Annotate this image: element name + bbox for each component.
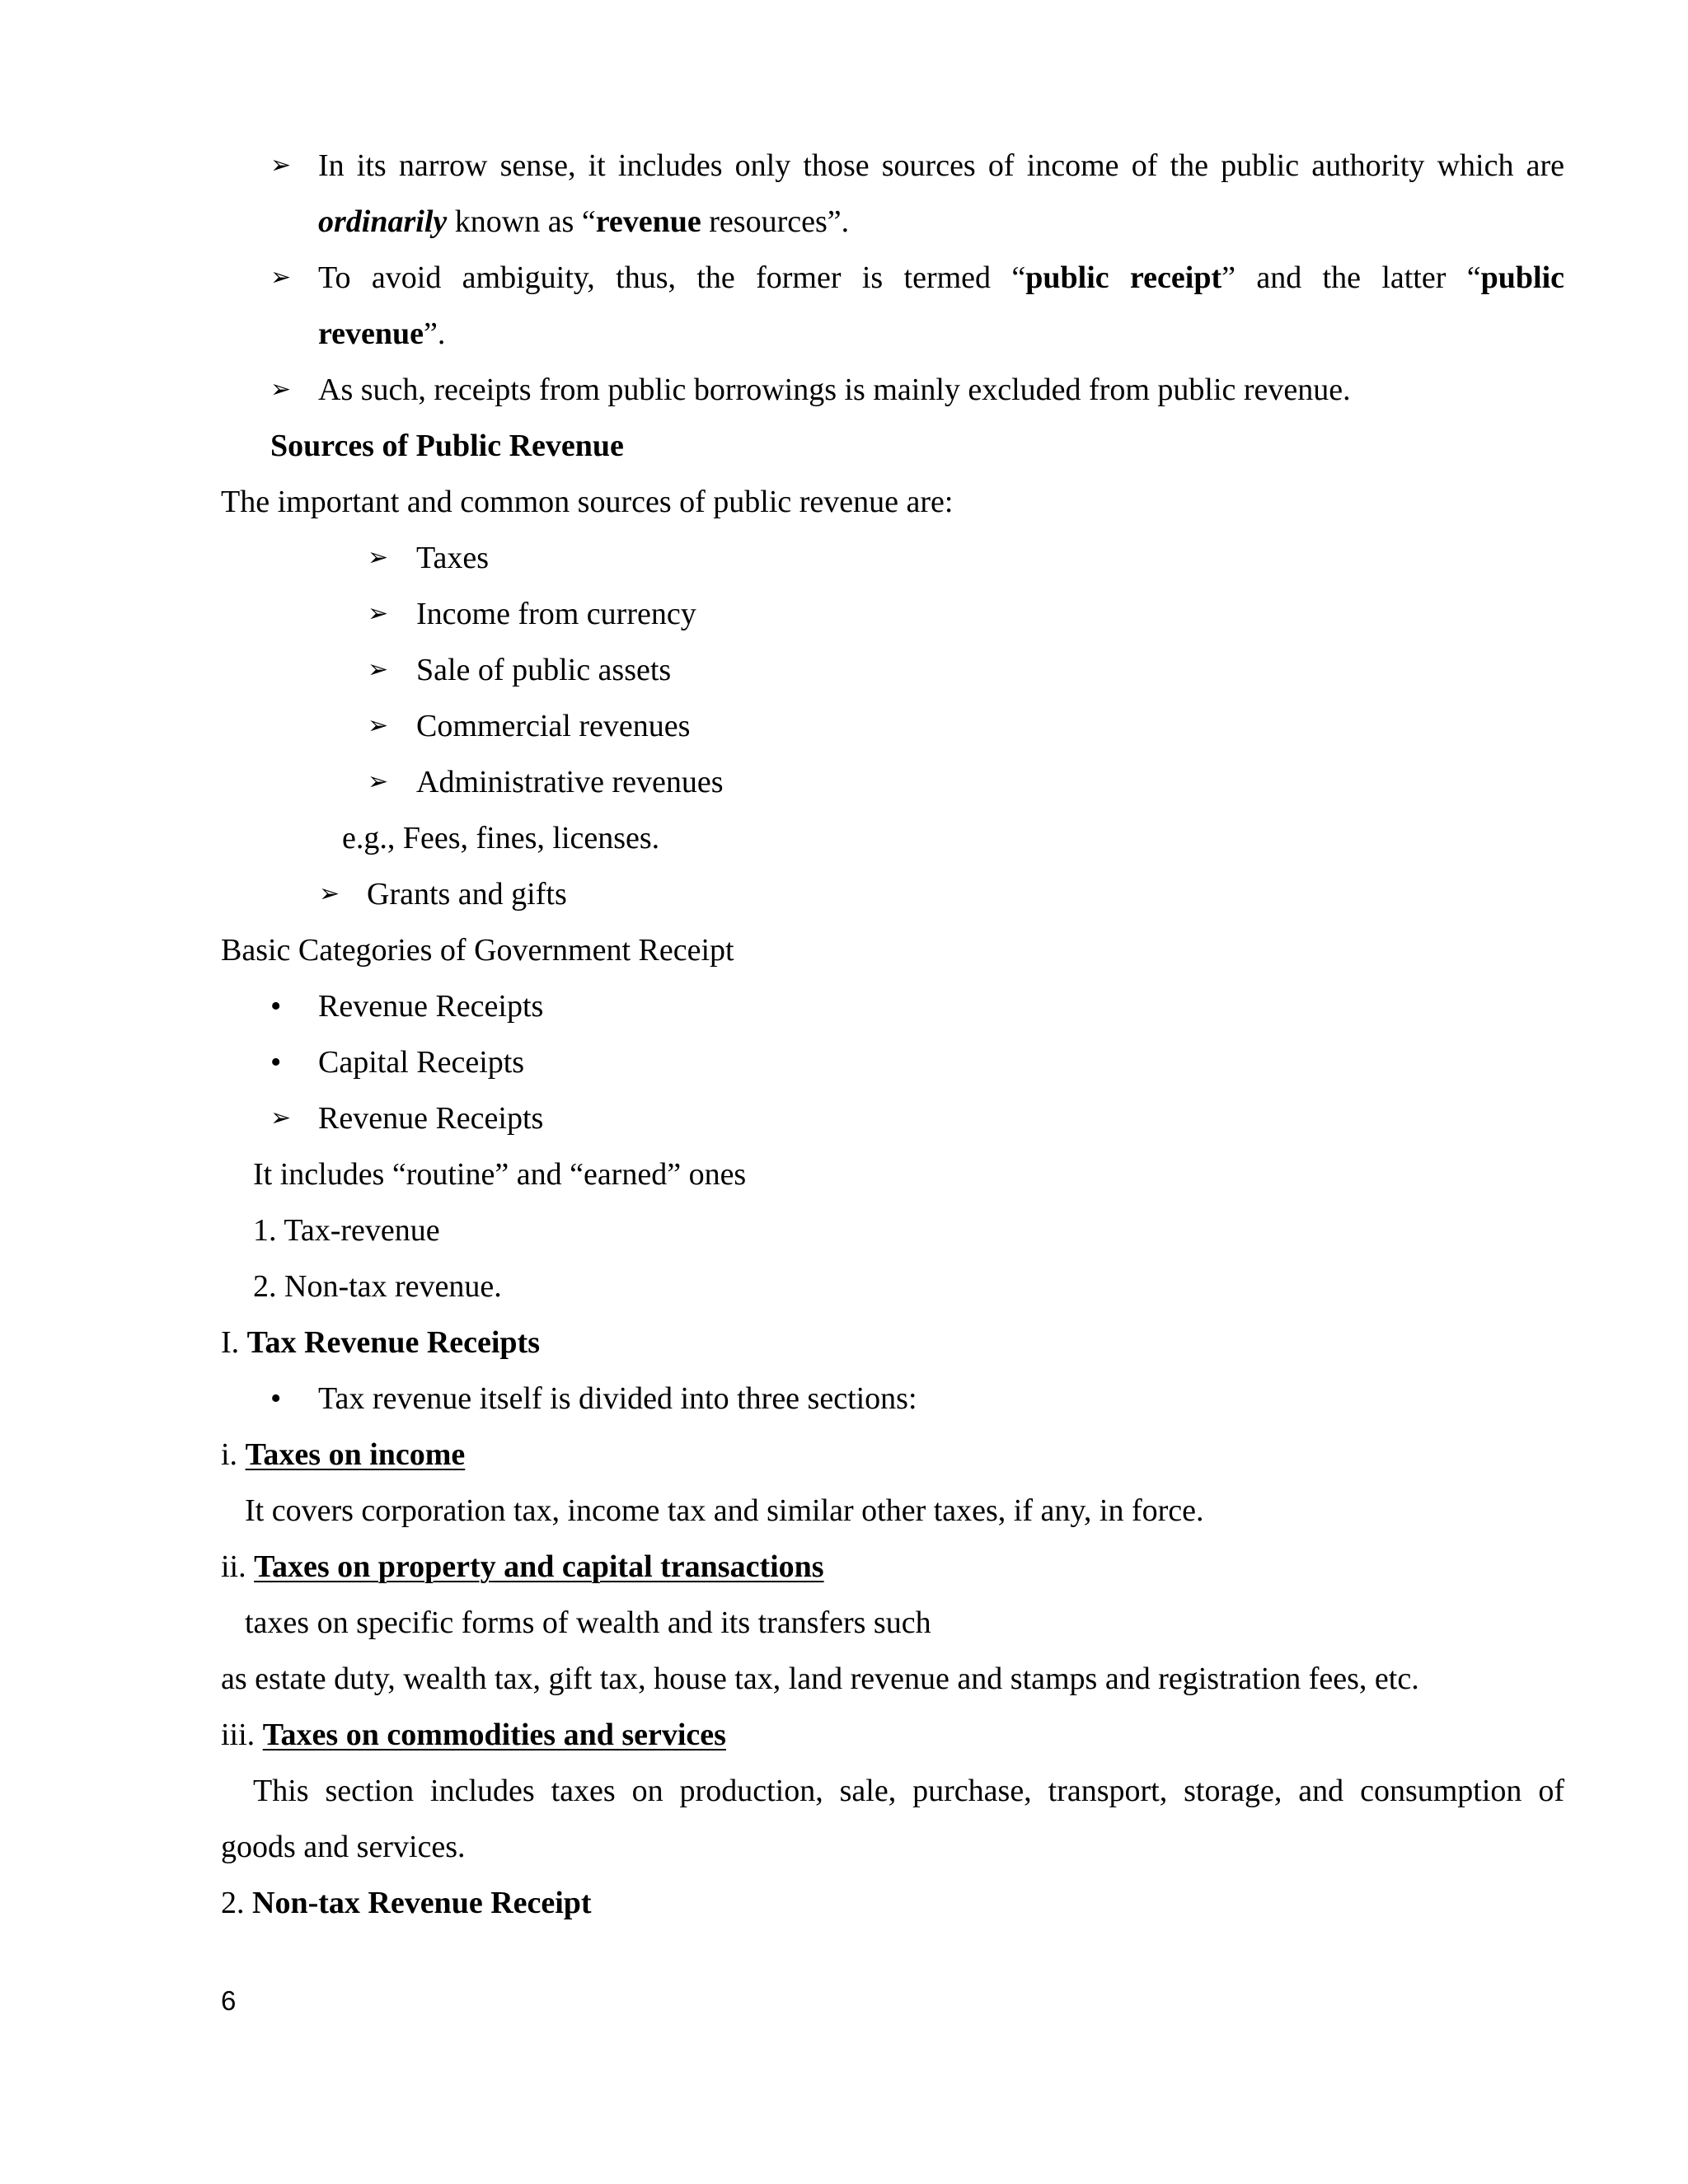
- round-bullet-icon: •: [270, 1045, 282, 1080]
- subsection-taxes-on-commodities: iii. Taxes on commodities and services: [221, 1718, 726, 1752]
- arrowhead-bullet-icon: ➢: [368, 543, 389, 572]
- source-item: Administrative revenues: [416, 765, 724, 799]
- subsection-taxes-on-income: i. Taxes on income: [221, 1437, 466, 1472]
- categories-includes: It includes “routine” and “earned” ones: [253, 1157, 747, 1192]
- arrowhead-bullet-icon: ➢: [368, 711, 389, 740]
- category-item: Revenue Receipts: [318, 989, 544, 1024]
- sources-example: e.g., Fees, fines, licenses.: [342, 821, 660, 855]
- source-item-grants: Grants and gifts: [367, 877, 567, 912]
- section-heading-sources: Sources of Public Revenue: [270, 429, 624, 463]
- numbered-item: 2. Non-tax revenue.: [253, 1269, 502, 1304]
- source-item: Taxes: [416, 541, 490, 575]
- subsection-text: It covers corporation tax, income tax and similar other taxes, if any, in force.: [245, 1493, 1204, 1528]
- sources-intro: The important and common sources of public revenue are:: [221, 485, 954, 519]
- paragraph-ambiguity-line1: To avoid ambiguity, thus, the former is termed “public receipt” and the latter “public: [318, 260, 1564, 295]
- source-item: Commercial revenues: [416, 709, 691, 743]
- paragraph-ambiguity-line2: revenue”.: [318, 316, 446, 351]
- round-bullet-icon: •: [270, 989, 282, 1024]
- arrowhead-bullet-icon: ➢: [319, 879, 340, 908]
- arrowhead-bullet-icon: ➢: [368, 655, 389, 684]
- category-item-arrow: Revenue Receipts: [318, 1101, 544, 1136]
- subsection-text: taxes on specific forms of wealth and its transfers such: [245, 1605, 931, 1640]
- source-item: Income from currency: [416, 597, 696, 631]
- numbered-item: 1. Tax-revenue: [253, 1213, 440, 1248]
- source-item: Sale of public assets: [416, 653, 672, 687]
- arrowhead-bullet-icon: ➢: [368, 599, 389, 628]
- paragraph-narrow-sense-line2: ordinarily known as “revenue resources”.: [318, 204, 850, 239]
- section-heading-tax-revenue: I. Tax Revenue Receipts: [221, 1325, 540, 1360]
- arrowhead-bullet-icon: ➢: [270, 263, 292, 292]
- subsection-taxes-on-property: ii. Taxes on property and capital transactions: [221, 1549, 824, 1584]
- subsection-text: as estate duty, wealth tax, gift tax, house tax, land revenue and stamps and registration fees, etc.: [221, 1661, 1419, 1696]
- category-item: Capital Receipts: [318, 1045, 525, 1080]
- section-heading-non-tax: 2. Non-tax Revenue Receipt: [221, 1886, 592, 1920]
- arrowhead-bullet-icon: ➢: [270, 375, 292, 404]
- arrowhead-bullet-icon: ➢: [368, 767, 389, 796]
- tax-revenue-bullet: Tax revenue itself is divided into three sections:: [318, 1381, 917, 1416]
- page-number: 6: [221, 1985, 237, 2016]
- categories-heading: Basic Categories of Government Receipt: [221, 933, 734, 968]
- subsection-text: goods and services.: [221, 1830, 466, 1864]
- arrowhead-bullet-icon: ➢: [270, 151, 292, 180]
- round-bullet-icon: •: [270, 1381, 282, 1416]
- subsection-text: This section includes taxes on production, sale, purchase, transport, storage, and consumption of: [253, 1774, 1564, 1808]
- arrowhead-bullet-icon: ➢: [270, 1104, 292, 1132]
- paragraph-narrow-sense-line1: In its narrow sense, it includes only those sources of income of the public authority which are: [318, 148, 1564, 183]
- paragraph-borrowings: As such, receipts from public borrowings is mainly excluded from public revenue.: [318, 373, 1351, 407]
